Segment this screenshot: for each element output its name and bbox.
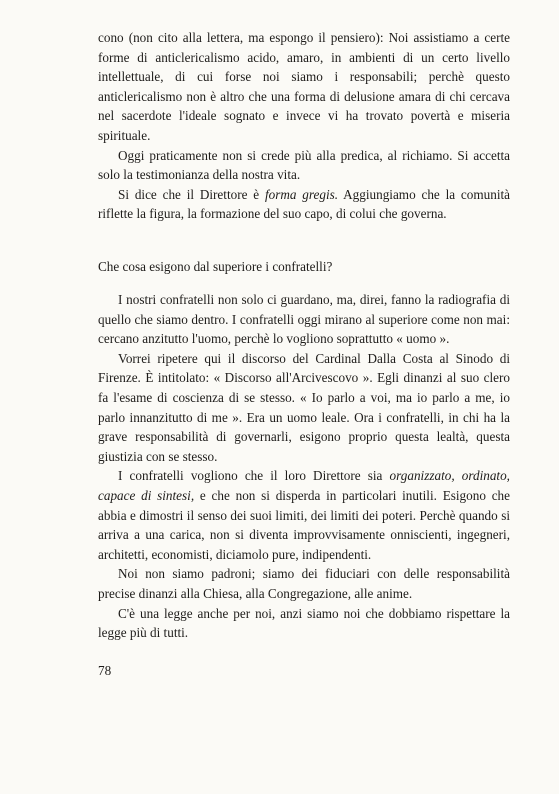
forma-gregis-text-before: Si dice che il Direttore è — [118, 186, 265, 202]
forma-gregis-italic: forma gregis. — [264, 186, 339, 202]
paragraph-anticlericalismo: cono (non cito alla lettera, ma espongo il pensiero): Noi assistiamo a certe forme di anticlericalismo acido, amaro, in ambienti di un certo livello intellettuale, di cui forse noi siamo i responsabili; perchè questo anticlericalismo non è altro che una forma di delusione amara di chi cercava nel sacerdote l'ideale sognato e invece vi ha trovato povertà e miseria spirituale. — [98, 30, 510, 143]
paragraph-organizzato — [98, 466, 510, 564]
paragraph-fiduciari: Noi non siamo padroni; siamo dei fiduciari con delle responsabilità precise dinanzi alla Chiesa, alla Congregazione, alle anime. — [98, 566, 510, 601]
organizzato-text-before: I confratelli vogliono che il loro Direttore sia — [118, 468, 390, 484]
forma-gregis-text-after: Aggiungiamo che la comunità riflette la figura, la formazione del suo capo, di colui che governa. — [98, 186, 510, 222]
paragraph-forma-gregis — [98, 185, 510, 224]
paragraph-predica: Oggi praticamente non si crede più alla predica, al richiamo. Si accetta solo la testimonianza della nostra vita. — [98, 147, 510, 183]
paragraph-radiografia: I nostri confratelli non solo ci guardano, ma, direi, fanno la radiografia di quello che siamo dentro. I confratelli oggi mirano al superiore come non mai: cercano anzitutto l'uomo, perchè lo vogliono soprattutto « uomo ». — [98, 292, 510, 347]
main-text-block — [98, 290, 510, 643]
organizzato-text-after: e che non si disperda in particolari inutili. Esigono che abbia e dimostri il senso dei suoi limiti, dei limiti dei poteri. Perchè quando si arriva a una carica, non si diventa improvvisamente onniscienti, ingegneri, architetti, economisti, diciamolo pure, indipendenti. — [98, 487, 510, 562]
paragraph-dalla-costa: Vorrei ripetere qui il discorso del Cardinal Dalla Costa al Sinodo di Firenze. È intitolato: « Discorso all'Arcivescovo ». Egli dinanzi al suo clero fa l'esame di coscienza di se stesso. « Io parlo a voi, ma io parlo a me, io parlo innanzitutto di me ». Era un uomo leale. Ora i confratelli, in chi ha la grave responsabilità di governarli, esigono proprio questa lealtà, questa giustizia con se stesso. — [98, 350, 510, 464]
organizzato-italic: organizzato, ordinato, capace di sintesi, — [98, 468, 510, 503]
page-number: 78 — [98, 663, 112, 678]
section-heading: Che cosa esigono dal superiore i confratelli? — [98, 259, 333, 274]
top-text-block — [98, 28, 510, 224]
paragraph-legge: C'è una legge anche per noi, anzi siamo noi che dobbiamo rispettare la legge più di tutti. — [98, 605, 510, 641]
